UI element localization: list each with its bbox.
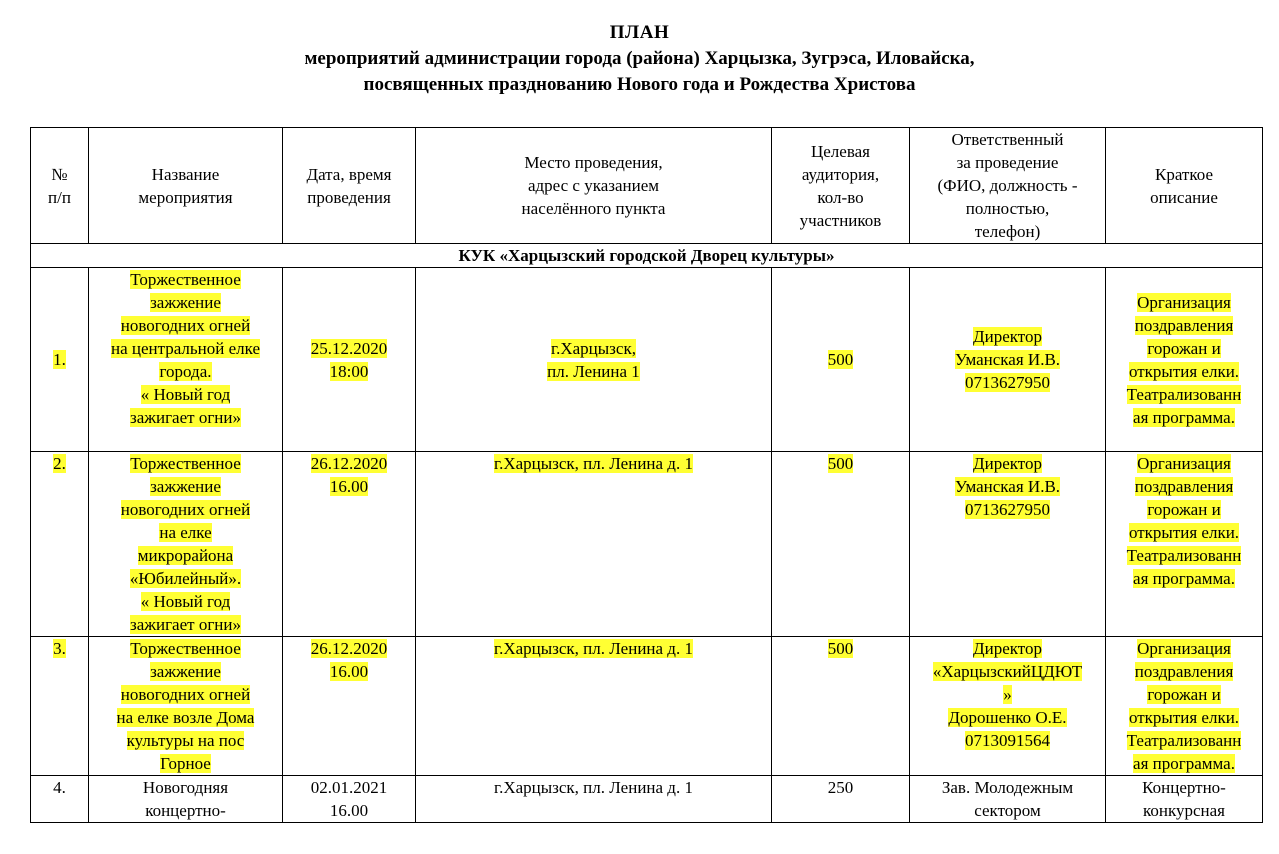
event-date: 26.12.2020 16.00 (283, 637, 416, 776)
event-responsible: Директор Уманская И.В. 0713627950 (910, 268, 1106, 452)
event-place: г.Харцызск, пл. Ленина д. 1 (416, 776, 772, 823)
event-date: 26.12.2020 16.00 (283, 452, 416, 637)
row-number: 1. (31, 268, 89, 452)
document-header (0, 0, 1279, 98)
col-header-date: Дата, время проведения (283, 128, 416, 244)
event-place: г.Харцызск, пл. Ленина д. 1 (416, 452, 772, 637)
col-header-place: Место проведения, адрес с указанием населённого пункта (416, 128, 772, 244)
event-audience: 500 (772, 268, 910, 452)
table-header-row (31, 128, 1263, 244)
event-responsible: Зав. Молодежным сектором (910, 776, 1106, 823)
event-date: 02.01.2021 16.00 (283, 776, 416, 823)
table-row (31, 776, 1263, 823)
col-header-audience: Целевая аудитория, кол-во участников (772, 128, 910, 244)
event-responsible: Директор Уманская И.В. 0713627950 (910, 452, 1106, 637)
table-row (31, 452, 1263, 637)
event-description: Организация поздравления горожан и открытия елки. Театрализованн ая программа. (1106, 452, 1263, 637)
event-name: Торжественное зажжение новогодних огней на елке микрорайона «Юбилейный». « Новый год зажигает огни» (89, 452, 283, 637)
event-date: 25.12.2020 18:00 (283, 268, 416, 452)
event-place: г.Харцызск, пл. Ленина 1 (416, 268, 772, 452)
event-description: Организация поздравления горожан и открытия елки. Театрализованн ая программа. (1106, 637, 1263, 776)
event-audience: 500 (772, 452, 910, 637)
event-name: Новогодняя концертно- (89, 776, 283, 823)
event-name: Торжественное зажжение новогодних огней на елке возле Дома культуры на пос Горное (89, 637, 283, 776)
event-responsible: Директор «ХарцызскийЦДЮТ » Дорошенко О.Е. 0713091564 (910, 637, 1106, 776)
row-number: 2. (31, 452, 89, 637)
row-number: 4. (31, 776, 89, 823)
event-audience: 500 (772, 637, 910, 776)
plan-subtitle-line-2: посвященных празднованию Нового года и Рождества Христова (363, 74, 916, 95)
table-row (31, 637, 1263, 776)
event-place: г.Харцызск, пл. Ленина д. 1 (416, 637, 772, 776)
section-title: КУК «Харцызский городской Дворец культуры» (31, 244, 1263, 268)
event-description: Организация поздравления горожан и открытия елки. Театрализованн ая программа. (1106, 268, 1263, 452)
events-table (30, 127, 1263, 823)
section-row (31, 244, 1263, 268)
plan-subtitle-line-1: мероприятий администрации города (района) Харцызка, Зугрэса, Иловайска, (304, 48, 975, 69)
col-header-name: Название мероприятия (89, 128, 283, 244)
col-header-number: № п/п (31, 128, 89, 244)
event-name: Торжественное зажжение новогодних огней на центральной елке города. « Новый год зажигает огни» (89, 268, 283, 452)
col-header-description: Краткое описание (1106, 128, 1263, 244)
event-description: Концертно- конкурсная (1106, 776, 1263, 823)
plan-title: ПЛАН (609, 22, 670, 43)
row-number: 3. (31, 637, 89, 776)
table-row (31, 268, 1263, 452)
event-audience: 250 (772, 776, 910, 823)
col-header-responsible: Ответственный за проведение (ФИО, должность - полностью, телефон) (910, 128, 1106, 244)
